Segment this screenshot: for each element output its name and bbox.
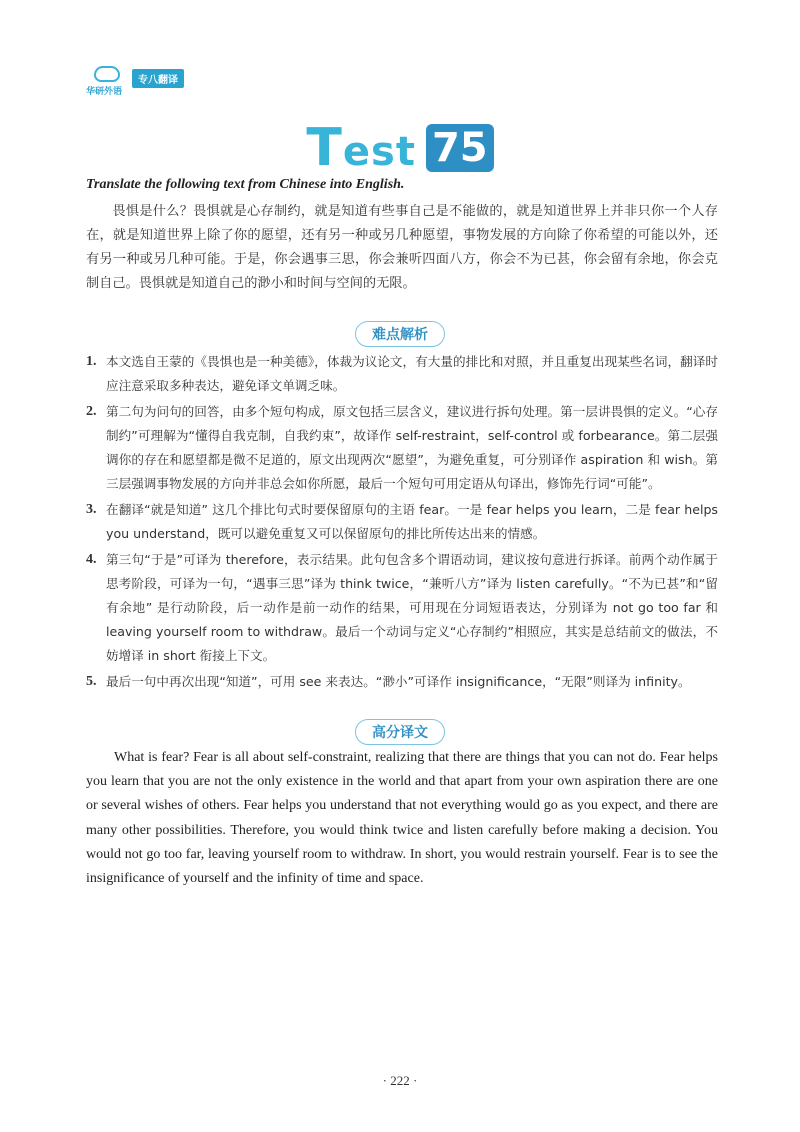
brand-name: 华研外语 bbox=[86, 87, 123, 97]
note-item: 2. 第二句为问句的回答，由多个短句构成，原文包括三层含义，建议进行拆句处理。第一层讲畏惧的定义。“心存制约”可理解为“懂得自我克制，自我约束”，故译作 self-restraint，self-control 或 forbearance。第二层强调你的存在和愿望都是微不足道的，原文出现两次“愿望”，为避免重复，可分别译作 aspiration 和 wish。第三层强调事物发展的方向并非总会如你所愿，最后一个短句可用定语从句译出，修饰先行词“可能”。 bbox=[86, 404, 718, 491]
test-word: Test bbox=[306, 118, 416, 178]
note-item: 3. 在翻译“就是知道” 这几个排比句式时要保留原句的主语 fear。一是 fear helps you learn，二是 fear helps you understand，既可以避免重复又可以保留原句的排比所传达出来的情感。 bbox=[86, 502, 718, 541]
notes-list bbox=[86, 350, 718, 696]
source-text: 畏惧是什么？畏惧就是心存制约，就是知道有些事自己是不能做的，就是知道世界上并非只你一个人存在，就是知道世界上除了你的愿望，还有另一种或另几种愿望，事物发展的方向除了你希望的可能以外，还有另一种或另几种可能。于是，你会遇事三思，你会兼听四面八方，你会不为已甚，你会留有余地，你会克制自己。畏惧就是知道自己的渺小和时间与空间的无限。 bbox=[86, 204, 718, 291]
answer-text: What is fear? Fear is all about self-constraint, realizing that there are things that you can not do. Fear helps you learn that you are not the only existence in the world and that apart from your own aspiration there are one or several wishes of others. Fear helps you understand that not everything would go as you expect, and there are many other possibilities. Therefore, you would think twice and listen carefully before making a decision. You would not go too far, leaving yourself room to withdraw. In short, you would restrain yourself. Fear is to see the insignificance of yourself and the infinity of time and space. bbox=[86, 750, 718, 887]
note-item: 4. 第三句“于是”可译为 therefore，表示结果。此句包含多个谓语动词，建议按句意进行拆译。前两个动作属于思考阶段，可译为一句，“遇事三思”译为 think twice，“兼听八方”译为 listen carefully。“不为已甚”和“留有余地” 是行动阶段，后一动作是前一动作的结果，可用现在分词短语表达，分别译为 not go too far 和 leaving yourself room to withdraw。最后一个动词与定义“心存制约”相照应，其实是总结前文的做法，不妨增译 in short 衔接上下文。 bbox=[86, 552, 718, 663]
instruction: Translate the following text from Chinese into English. bbox=[86, 177, 405, 192]
answer-section-label: 高分译文 bbox=[0, 719, 800, 745]
brand-logo-icon bbox=[86, 64, 128, 98]
note-item: 5. 最后一句中再次出现“知道”，可用 see 来表达。“渺小”可译作 insignificance，“无限”则译为 infinity。 bbox=[86, 674, 691, 689]
page-title bbox=[0, 118, 800, 178]
test-number: 75 bbox=[426, 124, 494, 172]
notes-section-label: 难点解析 bbox=[0, 321, 800, 347]
series-tag: 专八翻译 bbox=[132, 69, 184, 88]
page-number: · 222 · bbox=[382, 1073, 418, 1088]
header-logo bbox=[86, 64, 184, 98]
note-item: 1. 本文选自王蒙的《畏惧也是一种美德》，体裁为议论文，有大量的排比和对照，并且重复出现某些名词，翻译时应注意采取多种表达，避免译文单调乏味。 bbox=[86, 354, 718, 393]
